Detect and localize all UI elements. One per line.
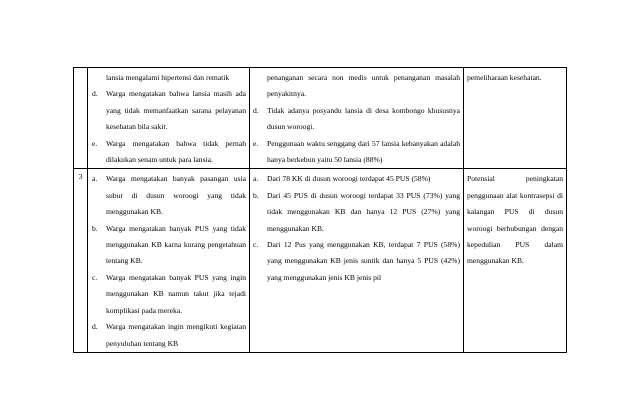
list-item: e. Penggunaan waktu senggang dari 57 lansia kebanyakan adalah hanya berkebun yaitu 50 lansia (88%): [253, 138, 460, 165]
list-item: d. Warga mengatakan bahwa lansia masih ada yang tidak memanfaatkan sarana pelayanan kesehatan bila sakit.: [92, 89, 246, 132]
problem-cell: [88, 169, 250, 352]
list-item: a. Dari 78 KK di dusun woroogi terdapat 45 PUS (58%): [253, 174, 431, 184]
potential-text: Potensial peningkatan penggunaan alat kontrasepsi di kalangan PUS di dusun woroogi berhubungan dengan kepedulian PUS dalam menggunakan KB.: [467, 174, 563, 266]
potential-text: pemeliharaan kesehatan.: [467, 73, 542, 82]
potential-cell: [464, 68, 567, 169]
list-item: c. Dari 12 Pus yang menggunakan KB, terdapat 7 PUS (58%) yang menggunakan KB jenis suntik dan hanya 5 PUS (42%) yang menggunakan jenis KB jenis pil: [253, 240, 460, 282]
table-row: [74, 68, 567, 169]
list-item: d. Tidak adanya posyandu lansia di desa kombongo khususnya dusun woroogi.: [253, 105, 460, 132]
data-cell: [250, 169, 464, 352]
problem-continuation: lansia mengalami hipertensi dan rematik: [106, 73, 230, 82]
row-number: 3: [74, 169, 88, 352]
table-row: [74, 169, 567, 352]
row-number: [74, 68, 88, 169]
data-continuation: penanganan secara non medis untuk penanganan masalah penyakitnya.: [267, 73, 460, 99]
list-item: e. Warga mengatakan bahwa tidak pernah dilakukan senam untuk para lansia.: [92, 138, 246, 165]
list-item: c. Warga mengatakan banyak PUS yang ingin menggunakan KB namun takut jika tejadi komplikasi pada mereka.: [92, 272, 246, 315]
list-item: a. Warga mengatakan banyak pasangan usia subur di dusun woroogi yang tidak menggunakan KB.: [92, 174, 246, 217]
list-item: b. Warga mengatakan banyak PUS yang tidak menggunakan KB karna kurang pengetahuan tentang KB.: [92, 223, 246, 266]
problem-cell: [88, 68, 250, 169]
potential-cell: [464, 169, 567, 352]
data-cell: [250, 68, 464, 169]
analysis-table: [73, 67, 567, 353]
list-item: b. Dari 45 PUS di dusun woroogi terdapat 33 PUS (73%) yang tidak menggunakan KB dan hanya 12 PUS (27%) yang menggunakan KB.: [253, 190, 460, 233]
list-item: d. Warga mengatakan ingin mengikuti kegiatan penyuluhan tentang KB: [92, 322, 246, 348]
